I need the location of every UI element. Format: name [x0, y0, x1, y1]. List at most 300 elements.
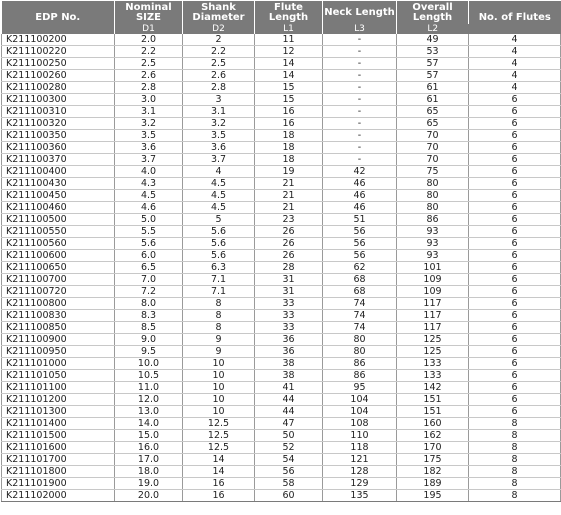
cell-flute-length: 38 — [255, 358, 323, 370]
table-row — [2, 58, 561, 70]
table-row — [2, 190, 561, 202]
cell-overall-length: 142 — [397, 382, 469, 394]
cell-nominal-size: 3.7 — [115, 154, 183, 166]
cell-shank-diameter: 9 — [183, 334, 255, 346]
cell-neck-length: 51 — [323, 214, 397, 226]
cell-edp-no: K211100720 — [2, 286, 115, 298]
cell-overall-length: 61 — [397, 82, 469, 94]
cell-overall-length: 151 — [397, 406, 469, 418]
cell-nominal-size: 3.1 — [115, 106, 183, 118]
cell-no-of-flutes: 6 — [469, 154, 561, 166]
cell-neck-length: 118 — [323, 442, 397, 454]
cell-no-of-flutes: 6 — [469, 382, 561, 394]
cell-edp-no: K211100450 — [2, 190, 115, 202]
cell-flute-length: 15 — [255, 82, 323, 94]
header-edp-no: EDP No. — [2, 1, 115, 34]
cell-nominal-size: 10.5 — [115, 370, 183, 382]
cell-nominal-size: 5.6 — [115, 238, 183, 250]
cell-neck-length: 56 — [323, 250, 397, 262]
spec-table-container — [1, 1, 560, 502]
cell-edp-no: K211100370 — [2, 154, 115, 166]
cell-edp-no: K211101300 — [2, 406, 115, 418]
cell-nominal-size: 9.5 — [115, 346, 183, 358]
cell-flute-length: 60 — [255, 490, 323, 502]
cell-neck-length: 74 — [323, 310, 397, 322]
cell-no-of-flutes: 4 — [469, 58, 561, 70]
table-row — [2, 46, 561, 58]
cell-overall-length: 93 — [397, 238, 469, 250]
cell-neck-length: 135 — [323, 490, 397, 502]
cell-overall-length: 160 — [397, 418, 469, 430]
cell-flute-length: 31 — [255, 274, 323, 286]
cell-neck-length: 62 — [323, 262, 397, 274]
table-row — [2, 142, 561, 154]
cell-overall-length: 70 — [397, 130, 469, 142]
cell-flute-length: 44 — [255, 406, 323, 418]
cell-nominal-size: 5.5 — [115, 226, 183, 238]
cell-no-of-flutes: 6 — [469, 394, 561, 406]
cell-shank-diameter: 3.5 — [183, 130, 255, 142]
cell-flute-length: 56 — [255, 466, 323, 478]
cell-flute-length: 18 — [255, 154, 323, 166]
cell-overall-length: 65 — [397, 118, 469, 130]
cell-no-of-flutes: 6 — [469, 94, 561, 106]
cell-no-of-flutes: 6 — [469, 118, 561, 130]
symbol-d2: D2 — [183, 24, 255, 34]
cell-overall-length: 101 — [397, 262, 469, 274]
cell-nominal-size: 8.5 — [115, 322, 183, 334]
cell-overall-length: 80 — [397, 190, 469, 202]
end-mill-spec-table — [1, 1, 561, 502]
cell-flute-length: 58 — [255, 478, 323, 490]
cell-flute-length: 15 — [255, 94, 323, 106]
cell-no-of-flutes: 6 — [469, 226, 561, 238]
cell-nominal-size: 3.5 — [115, 130, 183, 142]
symbol-l1: L1 — [255, 24, 323, 34]
cell-flute-length: 31 — [255, 286, 323, 298]
cell-no-of-flutes: 6 — [469, 298, 561, 310]
header-no-of-flutes: No. of Flutes — [469, 1, 561, 34]
cell-overall-length: 170 — [397, 442, 469, 454]
table-row — [2, 466, 561, 478]
table-row — [2, 202, 561, 214]
cell-overall-length: 80 — [397, 202, 469, 214]
cell-no-of-flutes: 6 — [469, 178, 561, 190]
cell-neck-length: 104 — [323, 394, 397, 406]
cell-edp-no: K211100850 — [2, 322, 115, 334]
cell-nominal-size: 6.5 — [115, 262, 183, 274]
cell-nominal-size: 2.8 — [115, 82, 183, 94]
cell-neck-length: - — [323, 106, 397, 118]
cell-edp-no: K211100650 — [2, 262, 115, 274]
cell-edp-no: K211100250 — [2, 58, 115, 70]
cell-no-of-flutes: 6 — [469, 310, 561, 322]
cell-nominal-size: 16.0 — [115, 442, 183, 454]
cell-neck-length: - — [323, 34, 397, 46]
cell-edp-no: K211100600 — [2, 250, 115, 262]
cell-shank-diameter: 2.6 — [183, 70, 255, 82]
cell-neck-length: 46 — [323, 190, 397, 202]
cell-shank-diameter: 9 — [183, 346, 255, 358]
cell-edp-no: K211101700 — [2, 454, 115, 466]
cell-edp-no: K211100500 — [2, 214, 115, 226]
table-row — [2, 334, 561, 346]
cell-flute-length: 33 — [255, 310, 323, 322]
cell-edp-no: K211101600 — [2, 442, 115, 454]
cell-no-of-flutes: 6 — [469, 286, 561, 298]
cell-shank-diameter: 5.6 — [183, 226, 255, 238]
cell-shank-diameter: 16 — [183, 490, 255, 502]
cell-neck-length: 129 — [323, 478, 397, 490]
cell-edp-no: K211101000 — [2, 358, 115, 370]
table-row — [2, 478, 561, 490]
cell-flute-length: 52 — [255, 442, 323, 454]
cell-edp-no: K211100460 — [2, 202, 115, 214]
cell-neck-length: 86 — [323, 358, 397, 370]
cell-nominal-size: 2.2 — [115, 46, 183, 58]
cell-nominal-size: 8.3 — [115, 310, 183, 322]
cell-nominal-size: 10.0 — [115, 358, 183, 370]
cell-flute-length: 18 — [255, 142, 323, 154]
table-row — [2, 370, 561, 382]
cell-shank-diameter: 6.3 — [183, 262, 255, 274]
table-row — [2, 94, 561, 106]
cell-flute-length: 41 — [255, 382, 323, 394]
cell-nominal-size: 7.2 — [115, 286, 183, 298]
cell-nominal-size: 4.6 — [115, 202, 183, 214]
header-row — [2, 1, 561, 24]
cell-shank-diameter: 4.5 — [183, 178, 255, 190]
cell-no-of-flutes: 6 — [469, 142, 561, 154]
cell-overall-length: 195 — [397, 490, 469, 502]
cell-no-of-flutes: 6 — [469, 358, 561, 370]
cell-neck-length: 46 — [323, 178, 397, 190]
cell-shank-diameter: 2.5 — [183, 58, 255, 70]
cell-overall-length: 65 — [397, 106, 469, 118]
table-row — [2, 286, 561, 298]
cell-neck-length: - — [323, 130, 397, 142]
cell-no-of-flutes: 6 — [469, 370, 561, 382]
cell-no-of-flutes: 8 — [469, 490, 561, 502]
cell-flute-length: 23 — [255, 214, 323, 226]
cell-flute-length: 14 — [255, 58, 323, 70]
table-row — [2, 310, 561, 322]
cell-edp-no: K211100280 — [2, 82, 115, 94]
cell-edp-no: K211101200 — [2, 394, 115, 406]
cell-nominal-size: 2.5 — [115, 58, 183, 70]
cell-edp-no: K211100320 — [2, 118, 115, 130]
cell-flute-length: 26 — [255, 226, 323, 238]
cell-no-of-flutes: 6 — [469, 274, 561, 286]
cell-edp-no: K211100260 — [2, 70, 115, 82]
cell-neck-length: 46 — [323, 202, 397, 214]
cell-flute-length: 44 — [255, 394, 323, 406]
cell-flute-length: 21 — [255, 178, 323, 190]
cell-overall-length: 61 — [397, 94, 469, 106]
cell-flute-length: 14 — [255, 70, 323, 82]
cell-nominal-size: 18.0 — [115, 466, 183, 478]
table-row — [2, 34, 561, 46]
table-row — [2, 82, 561, 94]
cell-neck-length: 86 — [323, 370, 397, 382]
cell-edp-no: K211100700 — [2, 274, 115, 286]
table-row — [2, 154, 561, 166]
cell-nominal-size: 4.3 — [115, 178, 183, 190]
cell-overall-length: 117 — [397, 298, 469, 310]
cell-neck-length: 104 — [323, 406, 397, 418]
cell-edp-no: K211101100 — [2, 382, 115, 394]
table-row — [2, 418, 561, 430]
table-row — [2, 262, 561, 274]
cell-edp-no: K211100220 — [2, 46, 115, 58]
cell-flute-length: 47 — [255, 418, 323, 430]
cell-shank-diameter: 10 — [183, 406, 255, 418]
cell-shank-diameter: 10 — [183, 370, 255, 382]
cell-nominal-size: 5.0 — [115, 214, 183, 226]
table-row — [2, 250, 561, 262]
cell-overall-length: 57 — [397, 70, 469, 82]
cell-flute-length: 33 — [255, 322, 323, 334]
table-row — [2, 298, 561, 310]
cell-no-of-flutes: 6 — [469, 130, 561, 142]
cell-no-of-flutes: 8 — [469, 430, 561, 442]
cell-no-of-flutes: 4 — [469, 34, 561, 46]
cell-neck-length: 56 — [323, 226, 397, 238]
cell-shank-diameter: 5.6 — [183, 250, 255, 262]
table-row — [2, 226, 561, 238]
cell-overall-length: 125 — [397, 334, 469, 346]
cell-overall-length: 162 — [397, 430, 469, 442]
cell-neck-length: 56 — [323, 238, 397, 250]
cell-neck-length: - — [323, 94, 397, 106]
cell-no-of-flutes: 6 — [469, 334, 561, 346]
cell-neck-length: - — [323, 70, 397, 82]
cell-no-of-flutes: 6 — [469, 250, 561, 262]
cell-nominal-size: 19.0 — [115, 478, 183, 490]
cell-no-of-flutes: 6 — [469, 238, 561, 250]
cell-neck-length: 110 — [323, 430, 397, 442]
cell-nominal-size: 2.6 — [115, 70, 183, 82]
table-row — [2, 70, 561, 82]
symbol-d1: D1 — [115, 24, 183, 34]
cell-edp-no: K211100430 — [2, 178, 115, 190]
table-row — [2, 430, 561, 442]
cell-nominal-size: 20.0 — [115, 490, 183, 502]
table-row — [2, 166, 561, 178]
cell-nominal-size: 8.0 — [115, 298, 183, 310]
cell-no-of-flutes: 8 — [469, 454, 561, 466]
cell-edp-no: K211100550 — [2, 226, 115, 238]
symbol-l2: L2 — [397, 24, 469, 34]
cell-flute-length: 54 — [255, 454, 323, 466]
cell-no-of-flutes: 8 — [469, 442, 561, 454]
cell-flute-length: 12 — [255, 46, 323, 58]
cell-shank-diameter: 12.5 — [183, 418, 255, 430]
cell-no-of-flutes: 6 — [469, 346, 561, 358]
cell-no-of-flutes: 6 — [469, 214, 561, 226]
table-row — [2, 238, 561, 250]
cell-neck-length: 68 — [323, 286, 397, 298]
cell-neck-length: 68 — [323, 274, 397, 286]
cell-edp-no: K211100310 — [2, 106, 115, 118]
cell-shank-diameter: 10 — [183, 358, 255, 370]
cell-edp-no: K211100350 — [2, 130, 115, 142]
cell-neck-length: 80 — [323, 334, 397, 346]
table-row — [2, 178, 561, 190]
header-neck-length: Neck Length — [323, 1, 397, 24]
cell-nominal-size: 4.0 — [115, 166, 183, 178]
cell-flute-length: 11 — [255, 34, 323, 46]
cell-nominal-size: 14.0 — [115, 418, 183, 430]
cell-overall-length: 86 — [397, 214, 469, 226]
cell-overall-length: 75 — [397, 166, 469, 178]
cell-shank-diameter: 4 — [183, 166, 255, 178]
cell-shank-diameter: 14 — [183, 466, 255, 478]
table-row — [2, 346, 561, 358]
cell-overall-length: 80 — [397, 178, 469, 190]
cell-neck-length: - — [323, 142, 397, 154]
table-row — [2, 106, 561, 118]
cell-no-of-flutes: 6 — [469, 322, 561, 334]
cell-shank-diameter: 7.1 — [183, 274, 255, 286]
header-shank-diameter: Shank Diameter — [183, 1, 255, 24]
table-row — [2, 442, 561, 454]
cell-nominal-size: 4.5 — [115, 190, 183, 202]
cell-nominal-size: 2.0 — [115, 34, 183, 46]
cell-overall-length: 109 — [397, 286, 469, 298]
table-row — [2, 358, 561, 370]
cell-overall-length: 151 — [397, 394, 469, 406]
cell-flute-length: 28 — [255, 262, 323, 274]
cell-flute-length: 36 — [255, 334, 323, 346]
cell-nominal-size: 6.0 — [115, 250, 183, 262]
header-overall-length: Overall Length — [397, 1, 469, 24]
table-row — [2, 382, 561, 394]
cell-nominal-size: 13.0 — [115, 406, 183, 418]
cell-shank-diameter: 4.5 — [183, 190, 255, 202]
cell-neck-length: 128 — [323, 466, 397, 478]
cell-edp-no: K211100200 — [2, 34, 115, 46]
table-header — [2, 1, 561, 34]
table-body — [2, 34, 561, 502]
table-row — [2, 274, 561, 286]
cell-neck-length: 108 — [323, 418, 397, 430]
cell-nominal-size: 3.2 — [115, 118, 183, 130]
cell-edp-no: K211100300 — [2, 94, 115, 106]
cell-shank-diameter: 3.7 — [183, 154, 255, 166]
cell-neck-length: - — [323, 154, 397, 166]
cell-overall-length: 53 — [397, 46, 469, 58]
cell-no-of-flutes: 4 — [469, 46, 561, 58]
cell-overall-length: 189 — [397, 478, 469, 490]
cell-flute-length: 21 — [255, 202, 323, 214]
header-flute-length: Flute Length — [255, 1, 323, 24]
header-nominal-size: Nominal SIZE — [115, 1, 183, 24]
table-row — [2, 454, 561, 466]
cell-flute-length: 16 — [255, 118, 323, 130]
cell-flute-length: 36 — [255, 346, 323, 358]
cell-overall-length: 57 — [397, 58, 469, 70]
cell-overall-length: 117 — [397, 322, 469, 334]
cell-nominal-size: 15.0 — [115, 430, 183, 442]
cell-edp-no: K211100400 — [2, 166, 115, 178]
cell-no-of-flutes: 6 — [469, 190, 561, 202]
cell-shank-diameter: 8 — [183, 298, 255, 310]
cell-flute-length: 21 — [255, 190, 323, 202]
cell-flute-length: 26 — [255, 250, 323, 262]
cell-shank-diameter: 5 — [183, 214, 255, 226]
cell-neck-length: - — [323, 46, 397, 58]
cell-nominal-size: 3.6 — [115, 142, 183, 154]
cell-edp-no: K211100560 — [2, 238, 115, 250]
cell-overall-length: 109 — [397, 274, 469, 286]
cell-no-of-flutes: 6 — [469, 202, 561, 214]
table-row — [2, 322, 561, 334]
cell-shank-diameter: 16 — [183, 478, 255, 490]
cell-neck-length: 74 — [323, 322, 397, 334]
cell-overall-length: 70 — [397, 154, 469, 166]
cell-no-of-flutes: 8 — [469, 418, 561, 430]
cell-shank-diameter: 14 — [183, 454, 255, 466]
table-row — [2, 118, 561, 130]
cell-nominal-size: 17.0 — [115, 454, 183, 466]
cell-overall-length: 70 — [397, 142, 469, 154]
cell-no-of-flutes: 6 — [469, 406, 561, 418]
cell-shank-diameter: 12.5 — [183, 430, 255, 442]
cell-shank-diameter: 2 — [183, 34, 255, 46]
cell-edp-no: K211101500 — [2, 430, 115, 442]
cell-shank-diameter: 3.1 — [183, 106, 255, 118]
cell-neck-length: 74 — [323, 298, 397, 310]
cell-flute-length: 26 — [255, 238, 323, 250]
cell-overall-length: 49 — [397, 34, 469, 46]
cell-no-of-flutes: 6 — [469, 166, 561, 178]
cell-shank-diameter: 4.5 — [183, 202, 255, 214]
cell-shank-diameter: 2.2 — [183, 46, 255, 58]
cell-overall-length: 125 — [397, 346, 469, 358]
cell-neck-length: 42 — [323, 166, 397, 178]
cell-overall-length: 133 — [397, 370, 469, 382]
cell-nominal-size: 9.0 — [115, 334, 183, 346]
cell-edp-no: K211100830 — [2, 310, 115, 322]
cell-neck-length: 80 — [323, 346, 397, 358]
cell-no-of-flutes: 8 — [469, 466, 561, 478]
table-row — [2, 406, 561, 418]
cell-shank-diameter: 10 — [183, 394, 255, 406]
cell-overall-length: 117 — [397, 310, 469, 322]
cell-edp-no: K211100800 — [2, 298, 115, 310]
cell-flute-length: 33 — [255, 298, 323, 310]
cell-edp-no: K211102000 — [2, 490, 115, 502]
cell-flute-length: 18 — [255, 130, 323, 142]
cell-nominal-size: 12.0 — [115, 394, 183, 406]
symbol-l3: L3 — [323, 24, 397, 34]
cell-no-of-flutes: 6 — [469, 262, 561, 274]
cell-shank-diameter: 8 — [183, 322, 255, 334]
cell-edp-no: K211100950 — [2, 346, 115, 358]
cell-flute-length: 19 — [255, 166, 323, 178]
cell-edp-no: K211100360 — [2, 142, 115, 154]
table-row — [2, 394, 561, 406]
cell-shank-diameter: 8 — [183, 310, 255, 322]
cell-flute-length: 38 — [255, 370, 323, 382]
cell-neck-length: 121 — [323, 454, 397, 466]
cell-no-of-flutes: 6 — [469, 106, 561, 118]
cell-flute-length: 16 — [255, 106, 323, 118]
table-row — [2, 490, 561, 502]
cell-no-of-flutes: 4 — [469, 70, 561, 82]
cell-shank-diameter: 3.2 — [183, 118, 255, 130]
